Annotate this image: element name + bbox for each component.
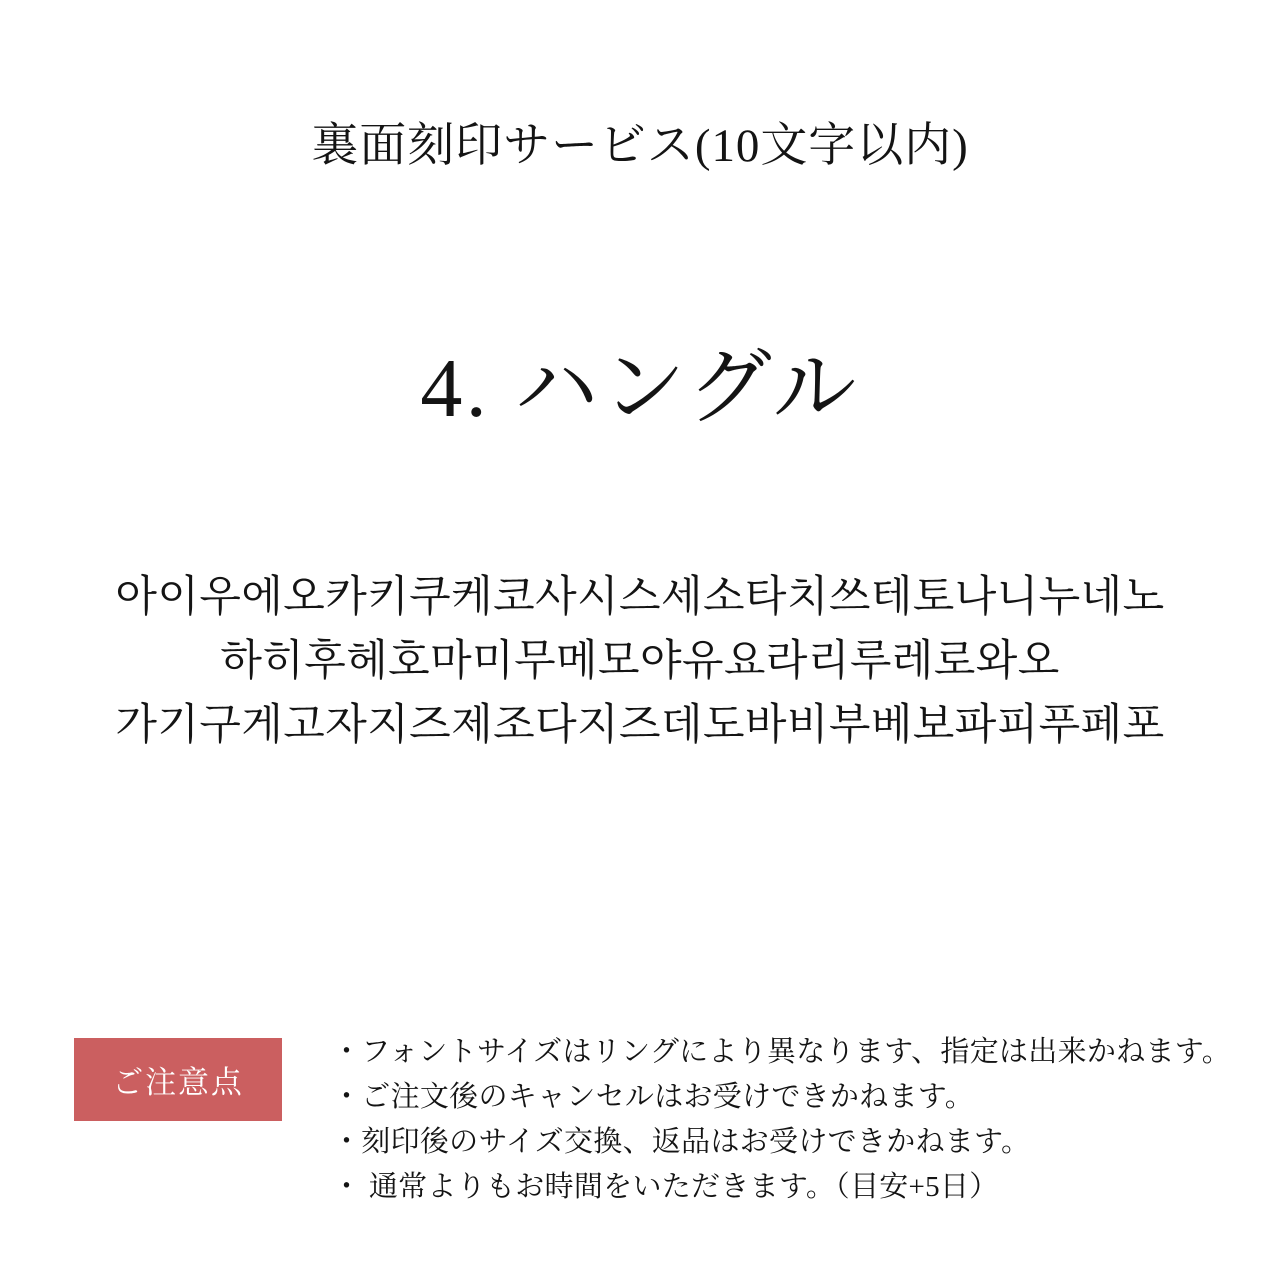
notice-list-item: ・フォントサイズはリングにより異なります、指定は出来かねます。 <box>332 1036 1232 1068</box>
notice-badge: ご注意点 <box>74 1038 282 1121</box>
character-sample-line: 하히후헤호마미무메모야유요라리루레로와오 <box>220 637 1060 685</box>
notice-list-item: ・刻印後のサイズ交換、返品はお受けできかねます。 <box>332 1126 1031 1158</box>
character-sample-block <box>0 565 1280 757</box>
character-sample-line: 아이우에오카키쿠케코사시스세소타치쓰테토나니누네노 <box>115 573 1165 621</box>
notice-list-item: ・ご注文後のキャンセルはお受けできかねます。 <box>332 1081 975 1113</box>
notice-section <box>74 1030 1234 1210</box>
notice-list-item: ・ 通常よりもお時間をいただきます。（目安+5日） <box>332 1171 999 1203</box>
notice-list <box>332 1030 1234 1210</box>
character-sample-line: 가기구게고자지즈제조다지즈데도바비부베보파피푸페포 <box>115 701 1165 749</box>
page-title: 4. ハングル <box>420 342 860 435</box>
page-header-title: 裏面刻印サービス(10文字以内) <box>311 120 969 172</box>
